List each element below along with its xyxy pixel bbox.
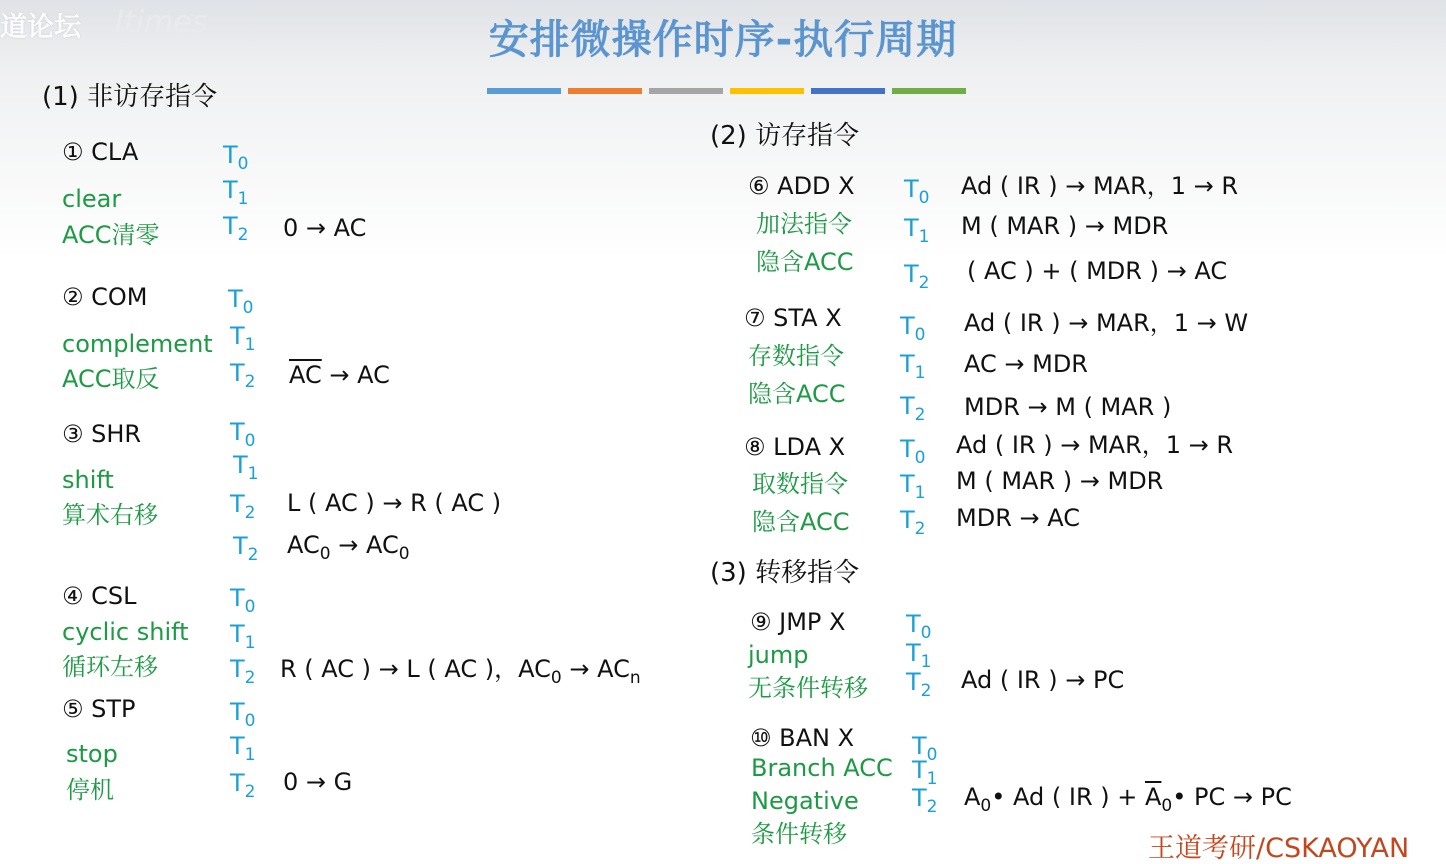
timing-t1: $T_1$ [904, 214, 930, 247]
timing-t0: $T_0$ [900, 435, 926, 468]
instr-cla-cn: ACC清零 [62, 221, 160, 249]
op-com-t2: $\overline{AC}$ → AC [289, 361, 390, 389]
timing-t1: $T_1$ [912, 756, 938, 789]
instr-sta-cn1: 存数指令 [748, 342, 844, 370]
op-csl-t2: R ( AC ) → L ( AC )，$AC_0 \to AC_n$ [280, 655, 641, 688]
instr-jmp-cn: 无条件转移 [748, 674, 868, 702]
instr-ban-cn: 条件转移 [751, 820, 847, 848]
color-bar [487, 88, 561, 94]
op-lda-t2: MDR → AC [956, 504, 1080, 532]
op-shr-t2-b: $AC_0 \to AC_0$ [287, 531, 410, 564]
op-stp-t2: 0 → G [283, 768, 353, 796]
color-bar [649, 88, 723, 94]
timing-t1: $T_1$ [230, 620, 256, 653]
timing-t1: $T_1$ [230, 322, 256, 355]
timing-t2: $T_2$ [230, 490, 256, 523]
instr-ban-en1: Branch ACC [751, 754, 893, 782]
instr-shr-en: shift [62, 466, 114, 494]
section-branch: (3) 转移指令 [710, 558, 860, 588]
timing-t2: $T_2$ [900, 392, 926, 425]
section-memory: (2) 访存指令 [710, 121, 860, 151]
color-bar [811, 88, 885, 94]
timing-t0: $T_0$ [230, 584, 256, 617]
op-sta-t2: MDR → M ( MAR ) [964, 393, 1172, 421]
color-bar [568, 88, 642, 94]
instr-com-name: ② COM [62, 283, 148, 311]
op-add-t1: M ( MAR ) → MDR [961, 212, 1169, 240]
timing-t2: $T_2$ [233, 532, 259, 565]
op-shr-t2-a: L ( AC ) → R ( AC ) [287, 489, 502, 517]
instr-lda-cn2: 隐含ACC [752, 508, 850, 536]
timing-t2: $T_2$ [900, 506, 926, 539]
instr-lda-cn1: 取数指令 [752, 470, 848, 498]
timing-t2: $T_2$ [223, 212, 249, 245]
instr-add-cn1: 加法指令 [756, 210, 852, 238]
timing-t2: $T_2$ [230, 769, 256, 802]
instr-ban-name: ⑩ BAN X [750, 724, 855, 752]
op-cla-t2: 0 → AC [283, 214, 367, 242]
instr-cla-en: clear [62, 185, 122, 213]
timing-t0: $T_0$ [230, 698, 256, 731]
timing-t1: $T_1$ [230, 732, 256, 765]
footer-brand: 王道考研/CSKAOYAN [1148, 833, 1410, 864]
op-add-t2: ( AC ) + ( MDR ) → AC [967, 257, 1228, 285]
watermark-logo: Itimes [115, 5, 208, 40]
instr-cla-name: ① CLA [62, 138, 139, 166]
page-title: 安排微操作时序-执行周期 [488, 17, 958, 63]
timing-t0: $T_0$ [904, 175, 930, 208]
timing-t0: $T_0$ [900, 312, 926, 345]
instr-com-cn: ACC取反 [62, 365, 160, 393]
timing-t1: $T_1$ [900, 470, 926, 503]
instr-csl-name: ④ CSL [62, 582, 137, 610]
color-bar [730, 88, 804, 94]
instr-add-cn2: 隐含ACC [756, 248, 854, 276]
op-lda-t0: Ad ( IR ) → MAR，1 → R [956, 431, 1234, 459]
watermark-text: 道论坛 [0, 12, 81, 43]
instr-stp-name: ⑤ STP [62, 695, 136, 723]
instr-shr-cn: 算术右移 [62, 501, 158, 529]
timing-t2: $T_2$ [906, 668, 932, 701]
op-ban-t2: $A_0•$ Ad ( IR ) + $\overline{A}_0•$ PC → PC [964, 783, 1292, 816]
timing-t1: $T_1$ [223, 176, 249, 209]
timing-t2: $T_2$ [230, 655, 256, 688]
instr-sta-cn2: 隐含ACC [748, 380, 846, 408]
instr-shr-name: ③ SHR [62, 420, 142, 448]
instr-sta-name: ⑦ STA X [744, 304, 842, 332]
op-sta-t0: Ad ( IR ) → MAR，1 → W [964, 309, 1249, 337]
timing-t0: $T_0$ [228, 285, 254, 318]
timing-t2: $T_2$ [912, 784, 938, 817]
instr-stp-cn: 停机 [66, 776, 114, 804]
color-bar [892, 88, 966, 94]
timing-t0: $T_0$ [230, 418, 256, 451]
timing-t1: $T_1$ [900, 350, 926, 383]
instr-csl-cn: 循环左移 [62, 653, 158, 681]
title-color-bars [487, 88, 966, 94]
op-add-t0: Ad ( IR ) → MAR，1 → R [961, 172, 1239, 200]
op-jmp-t2: Ad ( IR ) → PC [961, 666, 1125, 694]
timing-t2: $T_2$ [904, 260, 930, 293]
timing-t0: $T_0$ [906, 610, 932, 643]
instr-stp-en: stop [66, 740, 118, 768]
timing-t1: $T_1$ [233, 451, 259, 484]
op-sta-t1: AC → MDR [964, 350, 1088, 378]
timing-t0: $T_0$ [912, 732, 938, 765]
timing-t1: $T_1$ [906, 639, 932, 672]
timing-t0: $T_0$ [223, 141, 249, 174]
section-non-memory: (1) 非访存指令 [42, 82, 218, 112]
op-lda-t1: M ( MAR ) → MDR [956, 467, 1164, 495]
instr-jmp-name: ⑨ JMP X [750, 608, 846, 636]
instr-ban-en2: Negative [751, 787, 859, 815]
timing-t2: $T_2$ [230, 359, 256, 392]
instr-add-name: ⑥ ADD X [748, 172, 855, 200]
instr-com-en: complement [62, 330, 213, 358]
instr-csl-en: cyclic shift [62, 618, 189, 646]
instr-jmp-en: jump [748, 641, 809, 669]
instr-lda-name: ⑧ LDA X [744, 433, 846, 461]
